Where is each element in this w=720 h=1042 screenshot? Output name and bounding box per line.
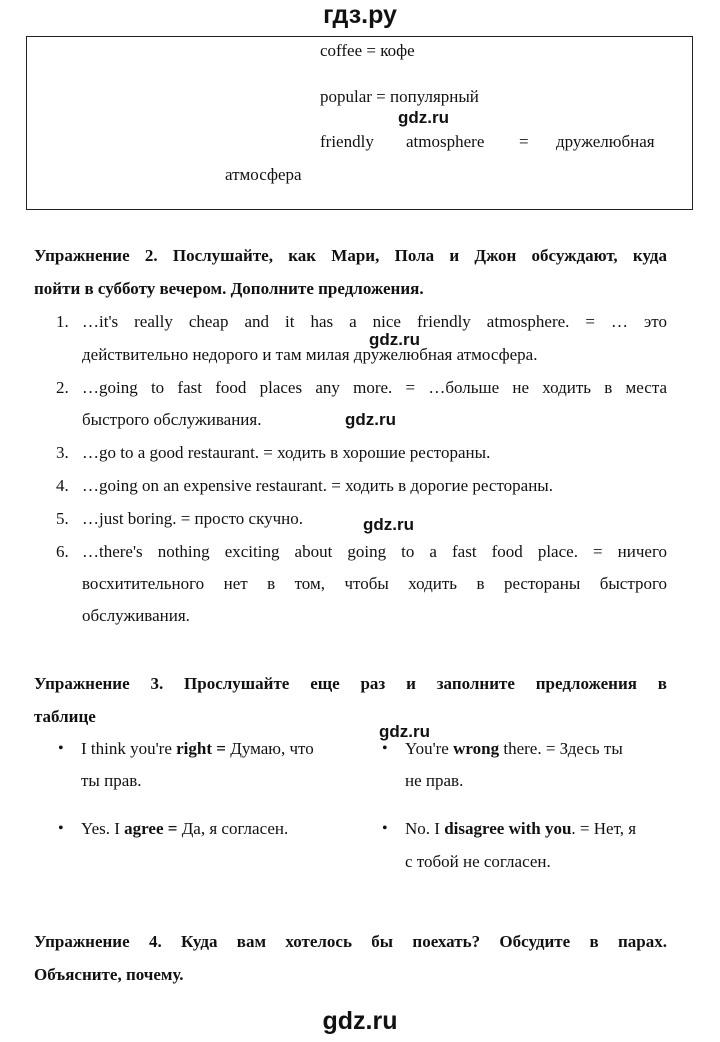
vocab-translation: дружелюбная (556, 132, 655, 151)
watermark: gdz.ru (369, 330, 420, 349)
list-item: …there's nothing exciting about going to a fast food place. = ничего (82, 542, 667, 561)
phrase-wrong: You're wrong there. = Здесь ты (405, 739, 623, 758)
exercise-4-title: Упражнение 4. Куда вам хотелось бы поехать? Обсудите в парах. (34, 932, 667, 951)
exercise-3-title-cont: таблице (34, 707, 96, 726)
list-item: …just boring. = просто скучно. (82, 509, 304, 528)
item-number: 2. (56, 378, 69, 397)
vocab-popular: popular = популярный (320, 87, 479, 106)
list-item: …going to fast food places any more. = …больше не ходить в места (82, 378, 667, 397)
item-number: 4. (56, 476, 69, 495)
phrase-disagree: No. I disagree with you. = Нет, я (405, 819, 637, 838)
list-item-cont: обслуживания. (82, 606, 190, 625)
phrase-right: I think you're right = Думаю, что (81, 739, 314, 758)
list-item-cont: быстрого обслуживания. (82, 410, 262, 429)
exercise-2-title-cont: пойти в субботу вечером. Дополните предложения. (34, 279, 424, 298)
vocab-translation-cont: атмосфера (225, 165, 302, 184)
item-number: 6. (56, 542, 69, 561)
item-number: 3. (56, 443, 69, 462)
vocabulary-box (26, 36, 693, 210)
exercise-4-title-cont: Объясните, почему. (34, 965, 184, 984)
site-header: гдз.ру (323, 1, 397, 29)
vocab-equals: = (519, 132, 529, 151)
watermark: gdz.ru (398, 108, 449, 127)
list-item: …go to a good restaurant. = ходить в хорошие рестораны. (82, 443, 491, 462)
list-item: …it's really cheap and it has a nice friendly atmosphere. = … это (82, 312, 667, 331)
phrase-disagree-cont: с тобой не согласен. (405, 852, 551, 871)
watermark: gdz.ru (379, 722, 430, 741)
exercise-2-title: Упражнение 2. Послушайте, как Мари, Пола и Джон обсуждают, куда (34, 246, 667, 265)
item-number: 5. (56, 509, 69, 528)
vocab-coffee: coffee = кофе (320, 41, 415, 60)
vocab-friendly: friendly (320, 132, 374, 151)
phrase-agree: Yes. I agree = Да, я согласен. (81, 819, 289, 838)
list-item-cont: действительно недорого и там милая дружелюбная атмосфера. (82, 345, 538, 364)
bullet: • (58, 820, 64, 837)
site-footer: gdz.ru (322, 1007, 398, 1035)
bullet: • (382, 820, 388, 837)
item-number: 1. (56, 312, 69, 331)
watermark: gdz.ru (363, 515, 414, 534)
exercise-3-title: Упражнение 3. Прослушайте еще раз и заполните предложения в (34, 674, 667, 693)
bullet: • (382, 740, 388, 757)
list-item-cont: восхитительного нет в том, чтобы ходить в рестораны быстрого (82, 574, 667, 593)
bullet: • (58, 740, 64, 757)
list-item: …going on an expensive restaurant. = ходить в дорогие рестораны. (82, 476, 553, 495)
watermark: gdz.ru (345, 410, 396, 429)
phrase-right-cont: ты прав. (81, 771, 142, 790)
phrase-wrong-cont: не прав. (405, 771, 464, 790)
vocab-atmosphere: atmosphere (406, 132, 485, 151)
